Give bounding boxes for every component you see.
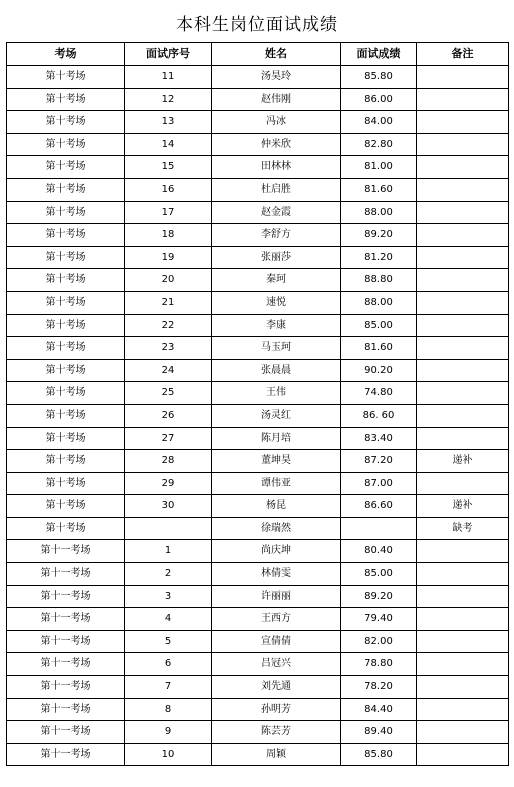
table-row: [7, 585, 509, 608]
cell-exam-room: 第十一考场: [7, 630, 125, 653]
cell-exam-room: 第十考场: [7, 133, 125, 156]
cell-interview-no: 11: [125, 66, 212, 89]
table-row: [7, 698, 509, 721]
cell-score: 89.20: [341, 585, 417, 608]
header-row: [7, 43, 509, 66]
cell-name: 徐瑞然: [212, 517, 341, 540]
cell-interview-no: 20: [125, 269, 212, 292]
cell-name: 周颖: [212, 743, 341, 766]
cell-interview-no: 17: [125, 201, 212, 224]
table-row: [7, 630, 509, 653]
cell-remark: [417, 404, 509, 427]
cell-interview-no: 3: [125, 585, 212, 608]
cell-exam-room: 第十一考场: [7, 743, 125, 766]
cell-remark: [417, 111, 509, 134]
header-remark: 备注: [417, 43, 509, 66]
cell-name: 谭伟亚: [212, 472, 341, 495]
cell-score: 78.80: [341, 653, 417, 676]
cell-name: 张晨晨: [212, 359, 341, 382]
header-name: 姓名: [212, 43, 341, 66]
cell-remark: [417, 472, 509, 495]
cell-remark: [417, 382, 509, 405]
cell-name: 林倩雯: [212, 563, 341, 586]
cell-name: 董坤昊: [212, 450, 341, 473]
cell-interview-no: 5: [125, 630, 212, 653]
cell-name: 赵金霞: [212, 201, 341, 224]
cell-score: 83.40: [341, 427, 417, 450]
cell-name: 刘先通: [212, 676, 341, 699]
cell-score: 74.80: [341, 382, 417, 405]
table-row: [7, 88, 509, 111]
table-row: [7, 517, 509, 540]
table-row: [7, 427, 509, 450]
cell-remark: [417, 427, 509, 450]
cell-name: 秦珂: [212, 269, 341, 292]
cell-exam-room: 第十考场: [7, 269, 125, 292]
cell-remark: [417, 88, 509, 111]
table-row: [7, 563, 509, 586]
cell-exam-room: 第十考场: [7, 88, 125, 111]
cell-score: 85.80: [341, 66, 417, 89]
cell-name: 孙明芳: [212, 698, 341, 721]
cell-remark: [417, 743, 509, 766]
cell-score: 84.00: [341, 111, 417, 134]
cell-exam-room: 第十一考场: [7, 585, 125, 608]
cell-remark: [417, 291, 509, 314]
table-row: [7, 608, 509, 631]
cell-name: 宣倩倩: [212, 630, 341, 653]
cell-remark: 递补: [417, 495, 509, 518]
cell-score: 85.00: [341, 563, 417, 586]
cell-interview-no: 14: [125, 133, 212, 156]
cell-remark: [417, 359, 509, 382]
table-row: [7, 156, 509, 179]
cell-remark: [417, 246, 509, 269]
cell-score: 82.00: [341, 630, 417, 653]
cell-score: 88.00: [341, 201, 417, 224]
cell-score: 87.00: [341, 472, 417, 495]
header-score: 面试成绩: [341, 43, 417, 66]
cell-exam-room: 第十一考场: [7, 676, 125, 699]
cell-exam-room: 第十考场: [7, 224, 125, 247]
cell-score: 80.40: [341, 540, 417, 563]
cell-score: 79.40: [341, 608, 417, 631]
table-row: [7, 133, 509, 156]
cell-interview-no: 12: [125, 88, 212, 111]
table-row: [7, 495, 509, 518]
cell-exam-room: 第十考场: [7, 359, 125, 382]
table-row: [7, 382, 509, 405]
cell-score: 88.00: [341, 291, 417, 314]
cell-name: 张丽莎: [212, 246, 341, 269]
table-row: [7, 721, 509, 744]
cell-remark: [417, 269, 509, 292]
cell-exam-room: 第十考场: [7, 450, 125, 473]
table-row: [7, 269, 509, 292]
page-title: 本科生岗位面试成绩: [176, 15, 338, 35]
cell-interview-no: 24: [125, 359, 212, 382]
cell-interview-no: 25: [125, 382, 212, 405]
table-row: [7, 472, 509, 495]
cell-interview-no: 7: [125, 676, 212, 699]
table-row: [7, 314, 509, 337]
table-row: [7, 224, 509, 247]
cell-name: 尚庆坤: [212, 540, 341, 563]
cell-exam-room: 第十一考场: [7, 721, 125, 744]
table-row: [7, 359, 509, 382]
cell-interview-no: 27: [125, 427, 212, 450]
cell-exam-room: 第十考场: [7, 291, 125, 314]
cell-score: 88.80: [341, 269, 417, 292]
cell-score: 86.60: [341, 495, 417, 518]
cell-name: 仲米欣: [212, 133, 341, 156]
cell-exam-room: 第十考场: [7, 382, 125, 405]
cell-name: 王伟: [212, 382, 341, 405]
cell-score: 78.20: [341, 676, 417, 699]
cell-exam-room: 第十一考场: [7, 608, 125, 631]
cell-name: 速悦: [212, 291, 341, 314]
cell-score: 82.80: [341, 133, 417, 156]
cell-score: 85.80: [341, 743, 417, 766]
cell-score: 86.00: [341, 88, 417, 111]
cell-name: 汤昊玲: [212, 66, 341, 89]
score-table: [6, 42, 509, 766]
table-row: [7, 540, 509, 563]
cell-interview-no: 29: [125, 472, 212, 495]
cell-name: 杨昆: [212, 495, 341, 518]
cell-remark: 递补: [417, 450, 509, 473]
cell-exam-room: 第十考场: [7, 111, 125, 134]
cell-exam-room: 第十考场: [7, 246, 125, 269]
cell-name: 冯冰: [212, 111, 341, 134]
cell-remark: [417, 66, 509, 89]
cell-interview-no: 22: [125, 314, 212, 337]
cell-score: 89.20: [341, 224, 417, 247]
cell-remark: [417, 156, 509, 179]
cell-exam-room: 第十考场: [7, 201, 125, 224]
cell-exam-room: 第十考场: [7, 404, 125, 427]
table-row: [7, 178, 509, 201]
cell-interview-no: 4: [125, 608, 212, 631]
cell-score: 85.00: [341, 314, 417, 337]
cell-exam-room: 第十考场: [7, 337, 125, 360]
header-interview-no: 面试序号: [125, 43, 212, 66]
cell-remark: [417, 178, 509, 201]
cell-remark: [417, 608, 509, 631]
cell-score: 81.00: [341, 156, 417, 179]
cell-interview-no: 19: [125, 246, 212, 269]
cell-interview-no: 10: [125, 743, 212, 766]
cell-remark: [417, 721, 509, 744]
cell-interview-no: 9: [125, 721, 212, 744]
cell-remark: [417, 314, 509, 337]
cell-remark: [417, 698, 509, 721]
cell-interview-no: 6: [125, 653, 212, 676]
cell-score: [341, 517, 417, 540]
cell-score: 87.20: [341, 450, 417, 473]
table-row: [7, 201, 509, 224]
cell-name: 李康: [212, 314, 341, 337]
cell-remark: [417, 201, 509, 224]
cell-exam-room: 第十考场: [7, 314, 125, 337]
cell-name: 陈月培: [212, 427, 341, 450]
cell-interview-no: 30: [125, 495, 212, 518]
table-row: [7, 66, 509, 89]
cell-interview-no: 8: [125, 698, 212, 721]
table-row: [7, 404, 509, 427]
cell-interview-no: 15: [125, 156, 212, 179]
cell-score: 81.60: [341, 178, 417, 201]
cell-remark: [417, 630, 509, 653]
cell-remark: [417, 133, 509, 156]
cell-score: 81.20: [341, 246, 417, 269]
cell-exam-room: 第十一考场: [7, 540, 125, 563]
cell-remark: [417, 224, 509, 247]
table-row: [7, 450, 509, 473]
cell-interview-no: 1: [125, 540, 212, 563]
table-row: [7, 743, 509, 766]
header-exam-room: 考场: [7, 43, 125, 66]
cell-exam-room: 第十考场: [7, 178, 125, 201]
cell-score: 90.20: [341, 359, 417, 382]
table-row: [7, 111, 509, 134]
cell-name: 田林林: [212, 156, 341, 179]
cell-name: 陈芸芳: [212, 721, 341, 744]
cell-name: 吕冠兴: [212, 653, 341, 676]
cell-score: 86. 60: [341, 404, 417, 427]
cell-remark: [417, 337, 509, 360]
cell-exam-room: 第十考场: [7, 156, 125, 179]
cell-interview-no: 21: [125, 291, 212, 314]
cell-name: 李舒方: [212, 224, 341, 247]
cell-remark: [417, 563, 509, 586]
cell-exam-room: 第十一考场: [7, 698, 125, 721]
cell-interview-no: 16: [125, 178, 212, 201]
cell-name: 杜启胜: [212, 178, 341, 201]
cell-name: 许丽丽: [212, 585, 341, 608]
cell-name: 赵伟刚: [212, 88, 341, 111]
cell-interview-no: 2: [125, 563, 212, 586]
cell-name: 马玉珂: [212, 337, 341, 360]
cell-interview-no: 13: [125, 111, 212, 134]
cell-exam-room: 第十考场: [7, 495, 125, 518]
cell-exam-room: 第十考场: [7, 517, 125, 540]
table-row: [7, 653, 509, 676]
table-row: [7, 676, 509, 699]
cell-score: 84.40: [341, 698, 417, 721]
cell-remark: 缺考: [417, 517, 509, 540]
cell-interview-no: 23: [125, 337, 212, 360]
cell-exam-room: 第十一考场: [7, 653, 125, 676]
cell-remark: [417, 585, 509, 608]
cell-exam-room: 第十考场: [7, 66, 125, 89]
cell-interview-no: [125, 517, 212, 540]
cell-exam-room: 第十考场: [7, 472, 125, 495]
cell-score: 89.40: [341, 721, 417, 744]
cell-name: 王西方: [212, 608, 341, 631]
cell-exam-room: 第十考场: [7, 427, 125, 450]
table-row: [7, 246, 509, 269]
cell-name: 汤灵红: [212, 404, 341, 427]
cell-score: 81.60: [341, 337, 417, 360]
cell-remark: [417, 540, 509, 563]
cell-remark: [417, 653, 509, 676]
table-row: [7, 337, 509, 360]
cell-interview-no: 26: [125, 404, 212, 427]
table-row: [7, 291, 509, 314]
cell-remark: [417, 676, 509, 699]
cell-interview-no: 28: [125, 450, 212, 473]
cell-interview-no: 18: [125, 224, 212, 247]
cell-exam-room: 第十一考场: [7, 563, 125, 586]
